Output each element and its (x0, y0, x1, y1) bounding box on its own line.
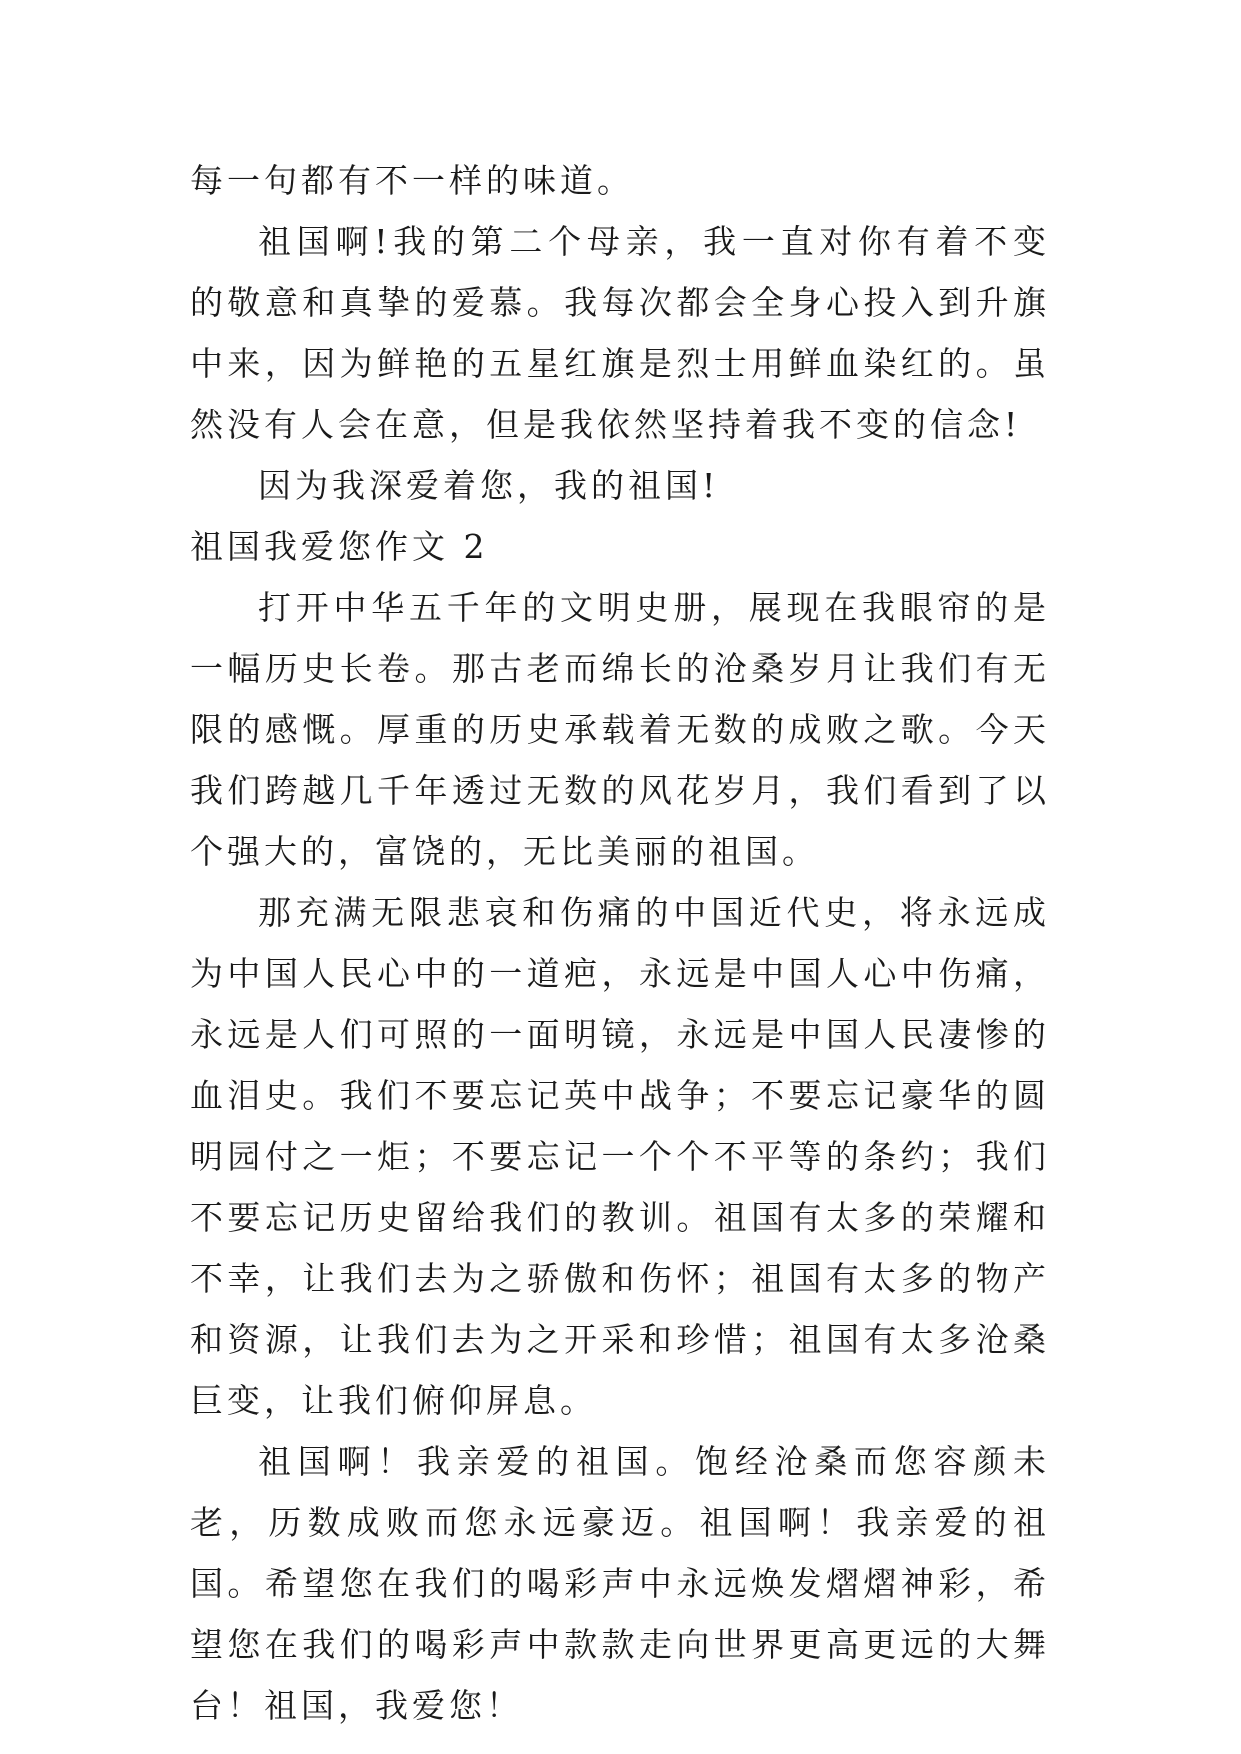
paragraph: 祖国啊!我的第二个母亲，我一直对你有着不变的敬意和真挚的爱慕。我每次都会全身心投入到升旗中来，因为鲜艳的五星红旗是烈士用鲜血染红的。虽然没有人会在意，但是我依然坚持着我不变的信念! (190, 222, 1050, 444)
section-title: 祖国我爱您作文 2 (190, 527, 489, 566)
paragraph: 祖国啊！我亲爱的祖国。饱经沧桑而您容颜未老，历数成败而您永远豪迈。祖国啊！我亲爱的祖国。希望您在我们的喝彩声中永远焕发熠熠神彩，希望您在我们的喝彩声中款款走向世界更高更远的大舞台！祖国，我爱您！ (190, 1442, 1050, 1725)
document-page (190, 150, 1050, 1736)
paragraph: 因为我深爱着您，我的祖国! (258, 466, 720, 505)
paragraph: 那充满无限悲哀和伤痛的中国近代史，将永远成为中国人民心中的一道疤，永远是中国人心中伤痛，永远是人们可照的一面明镜，永远是中国人民凄惨的血泪史。我们不要忘记英中战争；不要忘记豪华的圆明园付之一炬；不要忘记一个个不平等的条约；我们不要忘记历史留给我们的教训。祖国有太多的荣耀和不幸，让我们去为之骄傲和伤怀；祖国有太多的物产和资源，让我们去为之开采和珍惜；祖国有太多沧桑巨变，让我们俯仰屏息。 (190, 893, 1050, 1420)
paragraph: 每一句都有不一样的味道。 (190, 161, 634, 200)
paragraph: 打开中华五千年的文明史册，展现在我眼帘的是一幅历史长卷。那古老而绵长的沧桑岁月让我们有无限的感慨。厚重的历史承载着无数的成败之歌。今天我们跨越几千年透过无数的风花岁月，我们看到了以个强大的，富饶的，无比美丽的祖国。 (190, 588, 1050, 871)
